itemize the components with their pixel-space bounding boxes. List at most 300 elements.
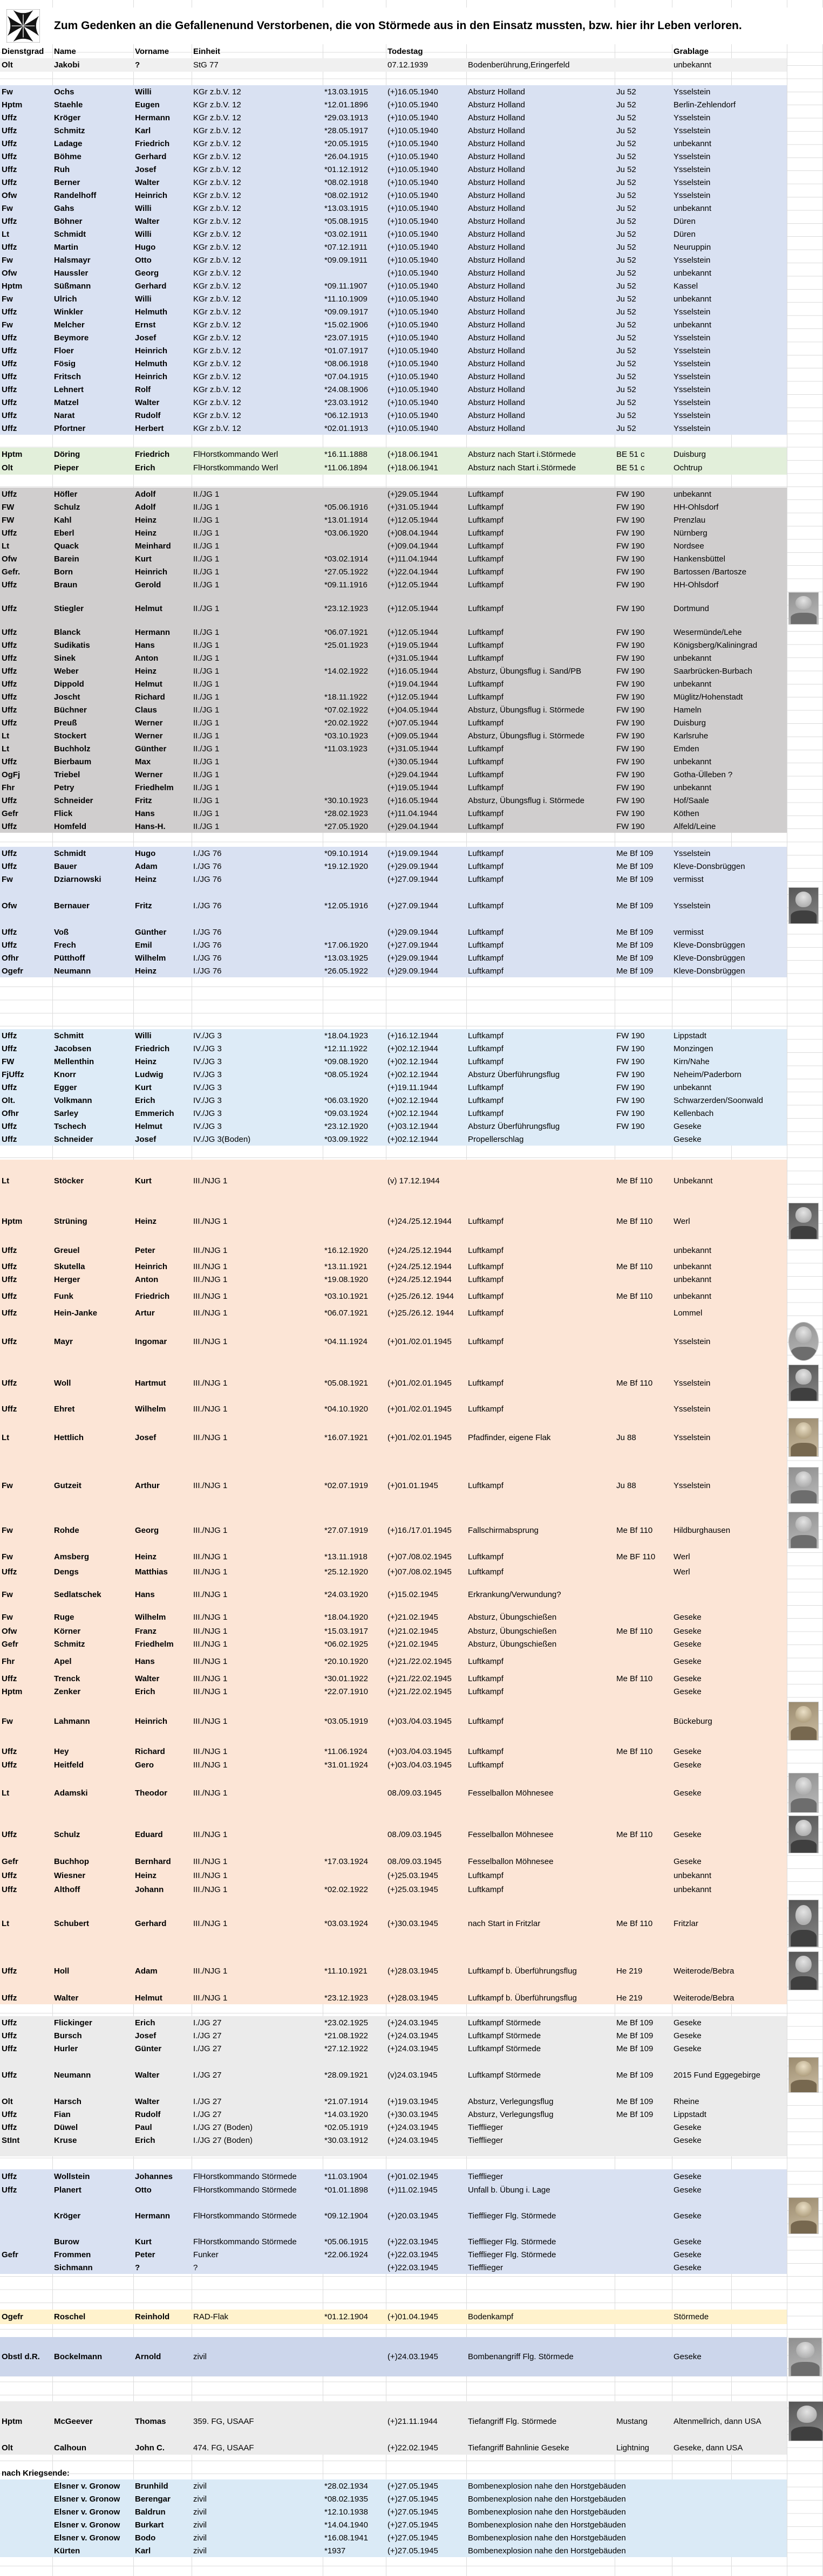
cell-col5: (+)01./02.01.1945 (387, 1433, 452, 1442)
cell-col7: Me Bf 109 (616, 953, 654, 963)
cell-col1: Buchhop (54, 1856, 89, 1866)
cell-col5: (+)10.05.1940 (387, 423, 438, 433)
cell-col6: Luftkampf (468, 1057, 504, 1066)
cell-col6: Absturz Holland (468, 423, 525, 433)
cell-col6: Absturz Holland (468, 139, 525, 148)
cell-col2: Erich (135, 1687, 155, 1696)
cell-col8: Ysselstein (674, 1433, 711, 1442)
cell-col4: *27.12.1922 (324, 2044, 368, 2053)
cell-col3: III./NJG 1 (193, 1590, 228, 1599)
cell-col5: (+)27.05.1945 (387, 2494, 438, 2504)
cell-col8: Duisburg (674, 450, 706, 459)
cell-col0: Dienstgrad (2, 46, 44, 56)
cell-col1: Skutella (54, 1262, 85, 1271)
cell-col5: (+)10.05.1940 (387, 242, 438, 252)
cell-col4: *05.08.1921 (324, 1378, 368, 1388)
cell-col0: FW (2, 502, 15, 512)
cell-col6: Luftkampf (468, 927, 504, 937)
cell-col3: KGr z.b.V. 12 (193, 87, 241, 97)
cell-col0: Uffz (2, 2070, 17, 2080)
table-row (0, 1081, 823, 1094)
cell-col0: Uffz (2, 113, 17, 122)
cell-col2: Rolf (135, 385, 151, 394)
cell-col2: Anton (135, 1275, 159, 1284)
cell-col1: Dengs (54, 1567, 79, 1577)
table-row (0, 677, 823, 690)
cell-col3: II./JG 1 (193, 554, 220, 564)
cell-col7: FW 190 (616, 1095, 645, 1105)
cell-col7: FW 190 (616, 1083, 645, 1092)
cell-col1: Preuß (54, 718, 77, 728)
cell-col5: (+)22.03.1945 (387, 2250, 438, 2259)
cell-col1: Böhner (54, 216, 83, 226)
cell-col8: Schwarzerden/Soonwald (674, 1095, 763, 1105)
cell-col3: III./NJG 1 (193, 1674, 228, 1683)
cell-col1: McGeever (54, 2416, 93, 2426)
cell-col3: III./NJG 1 (193, 1216, 228, 1226)
cell-col4: *24.03.1920 (324, 1590, 368, 1599)
cell-col4: *06.07.1921 (324, 627, 368, 637)
cell-col6: Luftkampf Störmede (468, 2044, 541, 2053)
table-row (0, 2196, 823, 2235)
cell-col1: Fritsch (54, 372, 81, 381)
cell-col5: (+)10.05.1940 (387, 203, 438, 213)
table-row (0, 292, 823, 305)
cell-col3: III./NJG 1 (193, 1687, 228, 1696)
cell-col1: Sichmann (54, 2263, 93, 2272)
cell-col7: FW 190 (616, 528, 645, 538)
cell-col4: *17.03.1924 (324, 1856, 368, 1866)
cell-col7: Me Bf 109 (616, 2031, 654, 2040)
cell-col8: Werl (674, 1216, 690, 1226)
cell-col1: Fösig (54, 359, 76, 368)
cell-col4: *14.03.1920 (324, 2109, 368, 2119)
cell-col5: (+)16.12.1944 (387, 1031, 438, 1040)
portrait-photo (789, 1900, 818, 1947)
cell-col7: Ju 52 (616, 333, 636, 342)
cell-col0: Uffz (2, 1337, 17, 1346)
cell-col4: *06.03.1920 (324, 1095, 368, 1105)
cell-col3: III./NJG 1 (193, 1626, 228, 1636)
table-row (0, 1160, 823, 1202)
cell-col6: Luftkampf (468, 1760, 504, 1770)
cell-col7: Ju 52 (616, 242, 636, 252)
cell-col0: Fw (2, 294, 13, 304)
cell-col5: (+)24.03.1945 (387, 2031, 438, 2040)
cell-col2: Heinrich (135, 1716, 168, 1726)
cell-col3: III./NJG 1 (193, 1404, 228, 1414)
cell-col4: *26.05.1922 (324, 966, 368, 976)
cell-col3: zivil (193, 2546, 207, 2556)
cell-col7: Me Bf 109 (616, 874, 654, 884)
cell-col1: Jacobsen (54, 1044, 92, 1053)
cell-col8: vermisst (674, 927, 704, 937)
cell-col3: III./NJG 1 (193, 1308, 228, 1318)
cell-col5: (+)01./02.01.1945 (387, 1337, 452, 1346)
cell-col6: Tiefflieger Flg. Störmede (468, 2237, 556, 2246)
cell-col1: Bauer (54, 861, 77, 871)
cell-col8: Gotha-Ülleben ? (674, 770, 733, 779)
cell-col5: (+)12.05.1944 (387, 515, 438, 525)
cell-col2: Josef (135, 1134, 157, 1144)
cell-col7: Ju 52 (616, 177, 636, 187)
cell-col0: Ofhr (2, 1108, 19, 1118)
cell-col7: FW 190 (616, 1108, 645, 1118)
cell-col5: 08./09.03.1945 (387, 1830, 442, 1839)
cell-col1: Greuel (54, 1245, 80, 1255)
cell-col2: Heinz (135, 1871, 157, 1880)
cell-col6: Luftkampf (468, 1031, 504, 1040)
cell-col7: FW 190 (616, 705, 645, 715)
table-row (0, 396, 823, 409)
cell-col6: Luftkampf (468, 502, 504, 512)
cell-col2: Friedhelm (135, 783, 174, 792)
table-row (0, 1868, 823, 1882)
table-row (0, 2401, 823, 2441)
cell-col5: (+)07.05.1944 (387, 718, 438, 728)
section-gap (0, 2324, 787, 2337)
cell-col1: Triebel (54, 770, 80, 779)
cell-col4: *12.10.1938 (324, 2507, 368, 2517)
cell-col5: (+)10.05.1940 (387, 165, 438, 174)
cell-col0: Uffz (2, 640, 17, 650)
cell-col7: Me Bf 110 (616, 1216, 653, 1226)
cell-col8: Monzingen (674, 1044, 713, 1053)
table-section-rad-flak (0, 2310, 787, 2324)
cell-col4: *25.01.1923 (324, 640, 368, 650)
cell-col7: Ju 52 (616, 100, 636, 109)
cell-col2: Josef (135, 1433, 157, 1442)
cell-col8: Geseke (674, 2031, 702, 2040)
cell-col4: *09.10.1914 (324, 848, 368, 858)
cell-col5: (+)12.05.1944 (387, 580, 438, 590)
cell-col5: (+)29.04.1944 (387, 821, 438, 831)
iron-cross-icon (6, 9, 40, 43)
cell-col0: Uffz (2, 1830, 17, 1839)
cell-col0: Fw (2, 1612, 13, 1622)
cell-col3: KGr z.b.V. 12 (193, 139, 241, 148)
cell-col7: Me Bf 110 (616, 1262, 653, 1271)
table-row (0, 652, 823, 664)
table-section-ii-jg1 (0, 488, 787, 833)
cell-col4: *19.08.1920 (324, 1275, 368, 1284)
cell-col2: Heinrich (135, 567, 168, 577)
cell-col6: Absturz nach Start i.Störmede (468, 463, 576, 472)
cell-col6: Luftkampf (468, 901, 504, 910)
cell-col3: II./JG 1 (193, 580, 220, 590)
table-row (0, 318, 823, 331)
cell-col4: *01.01.1898 (324, 2185, 368, 2195)
cell-col2: Heinrich (135, 372, 168, 381)
cell-col8: unbekannt (674, 60, 712, 70)
cell-col8: Lippstadt (674, 2109, 706, 2119)
cell-col6: Luftkampf (468, 1674, 504, 1683)
cell-col8: Geseke (674, 2237, 702, 2246)
cell-col0: Uffz (2, 1567, 17, 1577)
cell-col2: Wilhelm (135, 1404, 166, 1414)
cell-col7: Ju 52 (616, 346, 636, 355)
table-row (0, 768, 823, 781)
cell-col3: I./JG 27 (Boden) (193, 2135, 253, 2145)
cell-col1: Woll (54, 1378, 71, 1388)
cell-col8: Geseke (674, 2263, 702, 2272)
cell-col1: Pütthoff (54, 953, 85, 963)
cell-col3: zivil (193, 2481, 207, 2491)
cell-col5: (+)02.12.1944 (387, 1070, 438, 1079)
cell-col7: Ju 52 (616, 372, 636, 381)
cell-col0: Uffz (2, 489, 17, 499)
table-row (0, 2479, 823, 2492)
cell-col6: Luftkampf b. Überführungsflug (468, 1993, 577, 2003)
cell-col6: Tiefflieger (468, 2135, 504, 2145)
cell-col3: ? (193, 2263, 198, 2272)
cell-col8: unbekannt (674, 268, 712, 278)
cell-col0: Lt (2, 1788, 10, 1798)
cell-col6: Luftkampf (468, 554, 504, 564)
cell-col4: *15.03.1917 (324, 1626, 368, 1636)
cell-col5: (+)02.12.1944 (387, 1095, 438, 1105)
cell-col8: unbekannt (674, 1885, 712, 1894)
cell-col7: Ju 88 (616, 1433, 636, 1442)
cell-col5: (+)24.03.1945 (387, 2018, 438, 2027)
cell-col1: Petry (54, 783, 74, 792)
cell-col7: FW 190 (616, 502, 645, 512)
table-row (0, 98, 823, 111)
table-row (0, 1306, 823, 1319)
cell-col4: *22.06.1924 (324, 2250, 368, 2259)
cell-col8: Geseke (674, 1760, 702, 1770)
cell-col5: (+)21./22.02.1945 (387, 1687, 452, 1696)
cell-col1: Harsch (54, 2097, 81, 2106)
cell-col0: Fw (2, 1552, 13, 1561)
table-section-nach-kriegsende-label (0, 2467, 787, 2479)
cell-col3: III./NJG 1 (193, 1885, 228, 1894)
cell-col8: Müglitz/Hohenstadt (674, 692, 743, 702)
table-row (0, 1549, 823, 1564)
table-row (0, 2310, 823, 2324)
cell-col2: Friedrich (135, 450, 170, 459)
cell-col2: Otto (135, 2185, 152, 2195)
cell-col5: (+)21./22.02.1945 (387, 1656, 452, 1666)
cell-col0: Uffz (2, 1966, 17, 1976)
cell-col4: *23.12.1923 (324, 1993, 368, 2003)
cell-col5: (+)10.05.1940 (387, 113, 438, 122)
cell-col8: unbekannt (674, 653, 712, 663)
cell-col8: unbekannt (674, 320, 712, 330)
table-row (0, 2029, 823, 2042)
cell-col3: II./JG 1 (193, 489, 220, 499)
cell-col3: FlHorstkommando Störmede (193, 2185, 297, 2195)
cell-col6: Luftkampf (468, 940, 504, 950)
cell-col8: Weiterode/Bebra (674, 1966, 734, 1976)
cell-col3: III./NJG 1 (193, 1275, 228, 1284)
cell-col8: Hildburghausen (674, 1525, 731, 1535)
table-row (0, 742, 823, 755)
cell-col3: KGr z.b.V. 12 (193, 372, 241, 381)
cell-col0: Uffz (2, 580, 17, 590)
table-row (0, 1055, 823, 1068)
cell-col0: Uffz (2, 1083, 17, 1092)
cell-col1: Süßmann (54, 281, 91, 291)
cell-col5: (+)03.12.1944 (387, 1121, 438, 1131)
cell-col6: Absturz Holland (468, 294, 525, 304)
cell-col7: FW 190 (616, 744, 645, 753)
table-row (0, 2121, 823, 2134)
cell-col7: FW 190 (616, 1070, 645, 1079)
cell-col6: Absturz Überführungsflug (468, 1121, 560, 1131)
cell-col8: Lommel (674, 1308, 703, 1318)
cell-col5: (+)12.05.1944 (387, 627, 438, 637)
cell-col5: (+)21.02.1945 (387, 1612, 438, 1622)
cell-col2: Adolf (135, 502, 156, 512)
cell-col2: Helmut (135, 1121, 162, 1131)
table-row (0, 331, 823, 344)
cell-col8: Geseke (674, 2211, 702, 2221)
cell-col5: (+)24./25.12.1944 (387, 1216, 452, 1226)
cell-col0: Uffz (2, 410, 17, 420)
cell-col7: FW 190 (616, 604, 645, 613)
cell-col2: Heinz (135, 1552, 157, 1561)
cell-col6: Luftkampf (468, 809, 504, 818)
cell-col3: I./JG 76 (193, 874, 222, 884)
cell-col5: (+)12.05.1944 (387, 692, 438, 702)
table-row (0, 137, 823, 150)
table-row (0, 1625, 823, 1638)
cell-col5: (+)21.11.1944 (387, 2416, 438, 2426)
cell-col6: Absturz Holland (468, 113, 525, 122)
table-row (0, 1319, 823, 1364)
cell-col1: Flickinger (54, 2018, 92, 2027)
table-row (0, 2042, 823, 2055)
cell-col5: (+)03./04.03.1945 (387, 1716, 452, 1726)
cell-col6: Luftkampf (468, 953, 504, 963)
cell-col0: Uffz (2, 1760, 17, 1770)
cell-col6: Luftkampf (468, 744, 504, 753)
cell-col3: II./JG 1 (193, 640, 220, 650)
cell-col4: *27.05.1920 (324, 821, 368, 831)
cell-col5: (+)31.05.1944 (387, 744, 438, 753)
table-row (0, 228, 823, 241)
cell-col3: KGr z.b.V. 12 (193, 165, 241, 174)
cell-col1: Martin (54, 242, 78, 252)
cell-col3: III./NJG 1 (193, 1245, 228, 1255)
cell-col1: Bernauer (54, 901, 90, 910)
table-row (0, 1685, 823, 1698)
cell-col6: Luftkampf Störmede (468, 2018, 541, 2027)
cell-col4: *24.08.1906 (324, 385, 368, 394)
cell-col2: Helmuth (135, 359, 167, 368)
cell-col7: Me Bf 110 (616, 1746, 653, 1756)
cell-col1: Narat (54, 410, 75, 420)
cell-col4: *03.10.1923 (324, 731, 368, 741)
cell-col4: *11.10.1909 (324, 294, 368, 304)
cell-col2: Heinz (135, 666, 157, 676)
table-body (0, 44, 823, 2557)
cell-col5: (+)20.03.1945 (387, 2211, 438, 2221)
table-row (0, 1415, 823, 1460)
cell-col7: FW 190 (616, 541, 645, 551)
cell-col6: Absturz, Übungschießen (468, 1612, 557, 1622)
cell-col8: Ysselstein (674, 333, 711, 342)
cell-col4: *13.11.1918 (324, 1552, 368, 1561)
cell-col4: *15.02.1906 (324, 320, 368, 330)
section-gap (0, 435, 787, 448)
cell-col1: Gahs (54, 203, 74, 213)
cell-col3: III./NJG 1 (193, 1760, 228, 1770)
cell-col5: (+)19.09.1944 (387, 848, 438, 858)
cell-col3: KGr z.b.V. 12 (193, 126, 241, 135)
cell-col5: (+)27.05.1945 (387, 2520, 438, 2530)
cell-col7: Me Bf 109 (616, 966, 654, 976)
cell-col6: Luftkampf (468, 1095, 504, 1105)
cell-col2: Hugo (135, 242, 156, 252)
cell-col8: Ysselstein (674, 177, 711, 187)
cell-col6: Luftkampf (468, 1656, 504, 1666)
cell-col3: III./NJG 1 (193, 1176, 228, 1186)
cell-col5: (+)28.03.1945 (387, 1993, 438, 2003)
cell-col8: Ysselstein (674, 87, 711, 97)
cell-col1: Frech (54, 940, 76, 950)
cell-col2: Willi (135, 203, 152, 213)
cell-col5: (+)24.03.1945 (387, 2352, 438, 2361)
portrait-photo (789, 1952, 818, 1990)
cell-col8: Ysselstein (674, 346, 711, 355)
cell-col5: (+)24.03.1945 (387, 2044, 438, 2053)
cell-col3: II./JG 1 (193, 567, 220, 577)
cell-col8: Karlsruhe (674, 731, 709, 741)
cell-col8: Geseke (674, 1121, 702, 1131)
cell-col4: *03.05.1919 (324, 1716, 368, 1726)
table-row (0, 1579, 823, 1609)
cell-col2: Matthias (135, 1567, 168, 1577)
cell-col5: (+)22.04.1944 (387, 567, 438, 577)
cell-col7: FW 190 (616, 666, 645, 676)
cell-col1: Althoff (54, 1885, 80, 1894)
cell-col8: unbekannt (674, 679, 712, 689)
cell-col5: (+)22.03.1945 (387, 2237, 438, 2246)
table-section-nach-kriegsende (0, 2479, 787, 2557)
cell-col7: Me Bf 109 (616, 2070, 654, 2080)
cell-col8: Geseke (674, 1856, 702, 1866)
cell-col8: unbekannt (674, 757, 712, 766)
cell-col6: Fesselballon Möhnesee (468, 1856, 554, 1866)
cell-col0: Fw (2, 1525, 13, 1535)
portrait-photo (789, 2198, 818, 2234)
cell-col4: *23.02.1925 (324, 2018, 368, 2027)
table-row (0, 639, 823, 652)
cell-col7: FW 190 (616, 1044, 645, 1053)
cell-col8: unbekannt (674, 1083, 712, 1092)
cell-col8: vermisst (674, 874, 704, 884)
cell-col4: *03.09.1922 (324, 1134, 368, 1144)
cell-col3: II./JG 1 (193, 783, 220, 792)
cell-col7: Ju 52 (616, 268, 636, 278)
cell-col5: (+)01.02.1945 (387, 2171, 438, 2181)
cell-col0: Fhr (2, 1656, 15, 1666)
cell-col0: Uffz (2, 1245, 17, 1255)
cell-col3: II./JG 1 (193, 757, 220, 766)
cell-col5: (+)10.05.1940 (387, 346, 438, 355)
cell-col3: KGr z.b.V. 12 (193, 177, 241, 187)
table-row (0, 847, 823, 860)
cell-col6: Luftkampf (468, 1337, 504, 1346)
cell-col7: Ju 52 (616, 87, 636, 97)
cell-col5: (+)03./04.03.1945 (387, 1746, 452, 1756)
table-section-flhorst-stoermede (0, 2169, 787, 2274)
cell-col2: Helmut (135, 604, 162, 613)
cell-col1: Fian (54, 2109, 71, 2119)
cell-col5: (+)01./02.01.1945 (387, 1378, 452, 1388)
